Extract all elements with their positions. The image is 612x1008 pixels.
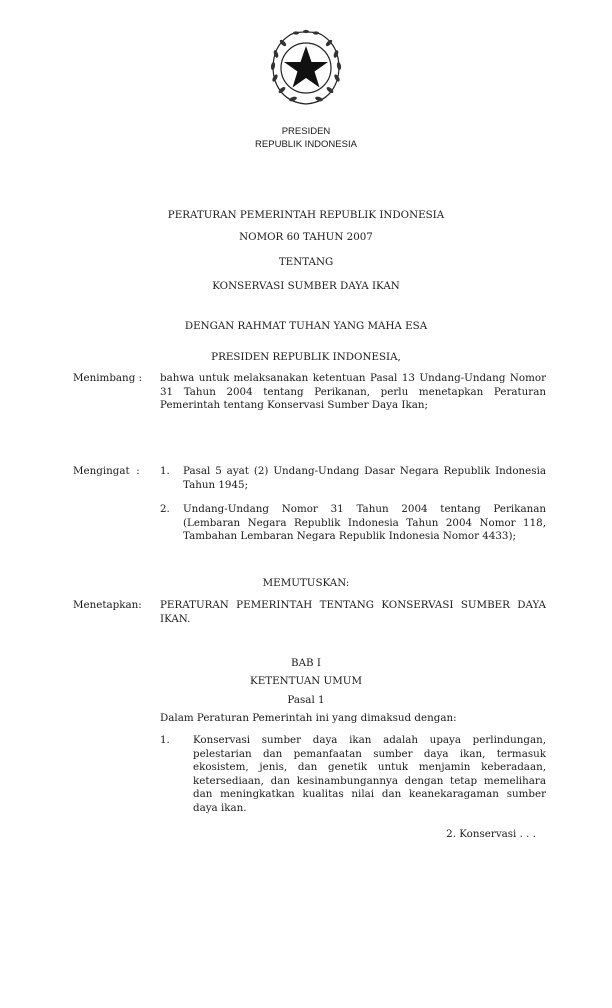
- definition-num-1: 1.: [160, 734, 170, 746]
- bab-subtitle: KETENTUAN UMUM: [250, 675, 362, 687]
- letterhead: [0, 125, 612, 151]
- pasal-heading: Pasal 1: [287, 694, 325, 706]
- title-line5: DENGAN RAHMAT TUHAN YANG MAHA ESA: [184, 320, 428, 332]
- memutuskan-heading: MEMUTUSKAN:: [262, 577, 350, 589]
- mengingat-item-1: Pasal 5 ayat (2) Undang-Undang Dasar Negara Republik Indonesia Tahun 1945;: [183, 465, 546, 491]
- continuation-note: 2. Konservasi . . .: [446, 828, 536, 840]
- letterhead-line2: REPUBLIK INDONESIA: [255, 139, 357, 150]
- letterhead-line1: PRESIDEN: [281, 126, 331, 137]
- title-line1: PERATURAN PEMERINTAH REPUBLIK INDONESIA: [167, 209, 445, 221]
- title-line4: KONSERVASI SUMBER DAYA IKAN: [212, 280, 400, 292]
- menetapkan-label: Menetapkan:: [73, 599, 142, 611]
- bab-title: BAB I: [291, 657, 321, 669]
- mengingat-item-2: Undang-Undang Nomor 31 Tahun 2004 tentang Perikanan (Lembaran Negara Republik Indonesia Tahun 2004 Nomor 118, Tambahan Lembaran Negara Republik Indonesia Nomor 4433);: [183, 503, 546, 543]
- title-line6: PRESIDEN REPUBLIK INDONESIA,: [211, 351, 401, 363]
- state-emblem: [266, 28, 346, 108]
- menimbang-text: bahwa untuk melaksanakan ketentuan Pasal 13 Undang-Undang Nomor 31 Tahun 2004 tentang Perikanan, perlu menetapkan Peraturan Pemerintah tentang Konservasi Sumber Daya Ikan;: [160, 372, 546, 412]
- mengingat-num-1: 1.: [160, 465, 170, 477]
- mengingat-label: Mengingat :: [73, 465, 140, 477]
- title-line3: TENTANG: [278, 256, 334, 268]
- definition-item-1: Konservasi sumber daya ikan adalah upaya perlindungan, pelestarian dan pemanfaatan sumber daya ikan, termasuk ekosistem, jenis, dan genetik untuk menjamin keberadaan, ketersediaan, dan kesinambungannya dengan tetap memelihara dan meningkatkan kualitas nilai dan keanekaragaman sumber daya ikan.: [193, 734, 546, 814]
- pasal-intro: Dalam Peraturan Pemerintah ini yang dimaksud dengan:: [160, 712, 457, 724]
- mengingat-num-2: 2.: [160, 503, 170, 515]
- menimbang-label: Menimbang :: [73, 372, 143, 384]
- menetapkan-text: PERATURAN PEMERINTAH TENTANG KONSERVASI SUMBER DAYA IKAN.: [160, 599, 546, 625]
- title-line2: NOMOR 60 TAHUN 2007: [239, 231, 373, 243]
